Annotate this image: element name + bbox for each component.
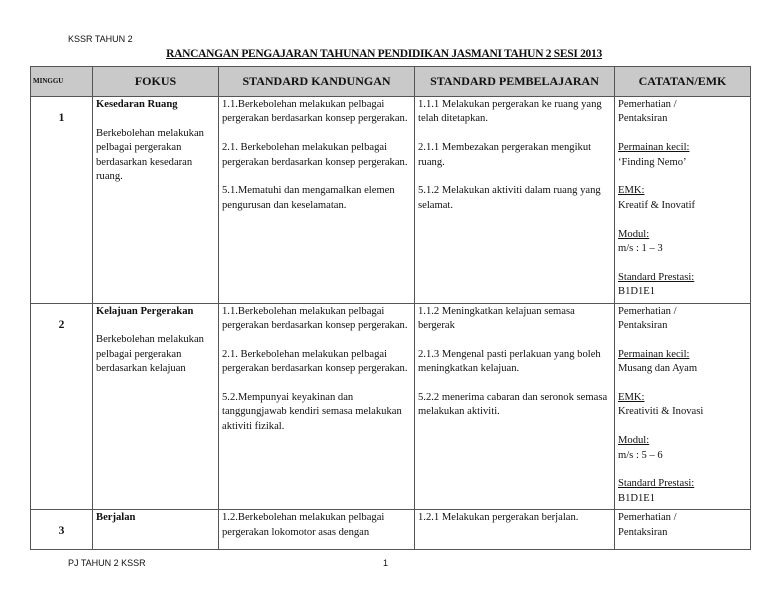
page-header: KSSR TAHUN 2 — [68, 34, 133, 44]
catatan-cell — [615, 97, 751, 304]
plan-table — [30, 66, 751, 550]
week-number: 1 — [31, 97, 93, 304]
fokus-cell — [93, 97, 219, 304]
kandungan-item: 1.1.Berkebolehan melakukan pelbagai pergerakan berdasarkan konsep pergerakan. — [222, 99, 408, 125]
pembelajaran-cell — [415, 303, 615, 510]
modul-value: m/s : 5 – 6 — [618, 449, 663, 461]
permainan-label: Permainan kecil: — [618, 142, 690, 154]
fokus-title: Kelajuan Pergerakan — [96, 305, 194, 317]
table-row — [31, 510, 751, 550]
permainan-value: Musang dan Ayam — [618, 363, 698, 375]
catatan-text: Pemerhatian / — [618, 512, 677, 524]
fokus-cell — [93, 303, 219, 510]
footer-left: PJ TAHUN 2 KSSR — [68, 558, 146, 568]
fokus-desc: Berkebolehan melakukan pelbagai pergerakan berdasarkan kesedaran ruang. — [96, 127, 204, 183]
fokus-cell — [93, 510, 219, 550]
permainan-label: Permainan kecil: — [618, 348, 690, 360]
col-standard-kandungan: STANDARD KANDUNGAN — [219, 67, 415, 97]
pembelajaran-item: 5.1.2 Melakukan aktiviti dalam ruang yang selamat. — [418, 185, 601, 211]
kandungan-item: 1.2.Berkebolehan melakukan pelbagai pergerakan lokomotor asas dengan — [222, 512, 385, 538]
standard-prestasi-label: Standard Prestasi: — [618, 271, 695, 283]
kandungan-cell — [219, 303, 415, 510]
catatan-text: Pemerhatian / — [618, 305, 677, 317]
pembelajaran-cell — [415, 510, 615, 550]
table-row — [31, 303, 751, 510]
pembelajaran-item: 2.1.1 Membezakan pergerakan mengikut ruang. — [418, 142, 592, 168]
pembelajaran-item: 1.1.1 Melakukan pergerakan ke ruang yang telah ditetapkan. — [418, 99, 602, 125]
week-number: 2 — [31, 303, 93, 510]
kandungan-item: 5.2.Mempunyai keyakinan dan tanggungjawab kendiri semasa melakukan aktiviti fizikal. — [222, 392, 402, 432]
standard-prestasi-value: B1D1E1 — [618, 492, 656, 504]
pembelajaran-item: 1.1.2 Meningkatkan kelajuan semasa bergerak — [418, 305, 575, 332]
catatan-cell — [615, 303, 751, 510]
col-fokus: FOKUS — [93, 67, 219, 97]
emk-value: Kreatif & Inovatif — [618, 199, 696, 211]
kandungan-cell — [219, 97, 415, 304]
emk-label: EMK: — [618, 392, 645, 404]
catatan-cell — [615, 510, 751, 550]
pembelajaran-item: 2.1.3 Mengenal pasti perlakuan yang boleh meningkatkan kelajuan. — [418, 348, 601, 375]
modul-label: Modul: — [618, 435, 650, 447]
pembelajaran-cell — [415, 97, 615, 304]
modul-label: Modul: — [618, 228, 650, 240]
page-number: 1 — [383, 558, 389, 568]
emk-label: EMK: — [618, 185, 645, 197]
permainan-value: ‘Finding Nemo’ — [618, 156, 687, 168]
col-standard-pembelajaran: STANDARD PEMBELAJARAN — [415, 67, 615, 97]
pembelajaran-item: 5.2.2 menerima cabaran dan seronok semasa melakukan aktiviti. — [418, 392, 608, 418]
kandungan-cell — [219, 510, 415, 550]
modul-value: m/s : 1 – 3 — [618, 243, 663, 255]
fokus-title: Kesedaran Ruang — [96, 99, 178, 110]
pembelajaran-item: 1.2.1 Melakukan pergerakan berjalan. — [418, 512, 579, 524]
table-row — [31, 97, 751, 304]
standard-prestasi-value: B1D1E1 — [618, 286, 656, 298]
kandungan-item: 2.1. Berkebolehan melakukan pelbagai pergerakan berdasarkan konsep pergerakan. — [222, 348, 408, 375]
col-minggu: MINGGU — [31, 67, 93, 97]
kandungan-item: 1.1.Berkebolehan melakukan pelbagai pergerakan berdasarkan konsep pergerakan. — [222, 305, 408, 332]
col-catatan: CATATAN/EMK — [615, 67, 751, 97]
week-number: 3 — [31, 510, 93, 550]
document-title: RANCANGAN PENGAJARAN TAHUNAN PENDIDIKAN JASMANI TAHUN 2 SESI 2013 — [166, 48, 602, 60]
kandungan-item: 5.1.Mematuhi dan mengamalkan elemen pengurusan dan keselamatan. — [222, 185, 395, 211]
catatan-text: Pentaksiran — [618, 526, 668, 538]
emk-value: Kreativiti & Inovasi — [618, 406, 704, 418]
catatan-text: Pemerhatian / — [618, 99, 677, 110]
standard-prestasi-label: Standard Prestasi: — [618, 478, 695, 490]
catatan-text: Pentaksiran — [618, 320, 668, 332]
kandungan-item: 2.1. Berkebolehan melakukan pelbagai pergerakan berdasarkan konsep pergerakan. — [222, 142, 408, 168]
table-header-row — [31, 67, 751, 97]
fokus-title: Berjalan — [96, 512, 136, 524]
fokus-desc: Berkebolehan melakukan pelbagai pergerakan berdasarkan kelajuan — [96, 334, 204, 375]
catatan-text: Pentaksiran — [618, 113, 668, 125]
